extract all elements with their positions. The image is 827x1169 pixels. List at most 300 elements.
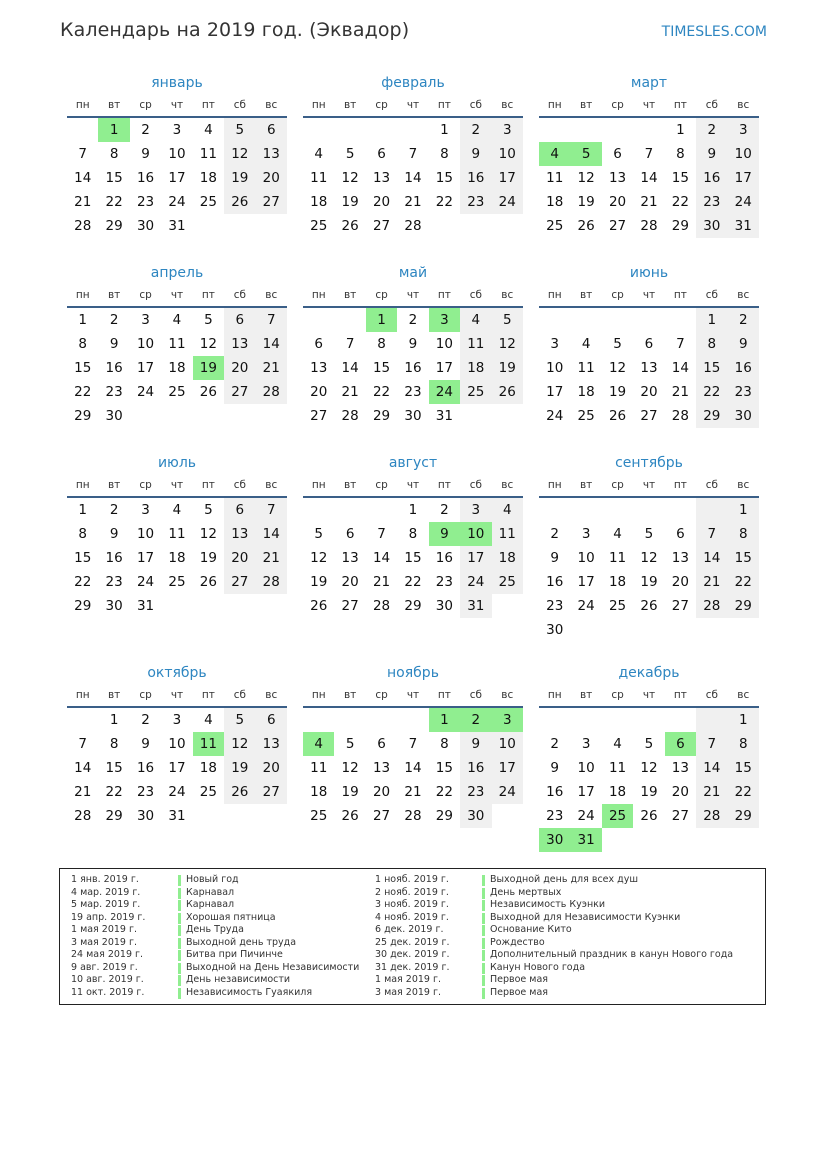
- day-cell: 2: [460, 708, 491, 732]
- weekday-label: чт: [170, 479, 184, 491]
- legend-date: 25 дек. 2019 г.: [375, 936, 450, 948]
- day-cell: 3: [172, 712, 182, 728]
- day-cell: 31: [728, 214, 759, 238]
- weekday-label: чт: [170, 289, 184, 301]
- day-cell: 15: [435, 760, 453, 776]
- day-cell: 12: [640, 760, 658, 776]
- day-cell: 26: [341, 218, 359, 234]
- day-cell: 21: [640, 194, 658, 210]
- legend-row: [71, 974, 359, 987]
- day-cell: 29: [105, 808, 123, 824]
- day-cell: 9: [550, 760, 559, 776]
- legend-date: 2 нояб. 2019 г.: [375, 886, 449, 898]
- day-cell: 20: [256, 166, 287, 190]
- day-cell: 14: [256, 522, 287, 546]
- month-12: [539, 662, 759, 852]
- day-cell: 7: [696, 732, 727, 756]
- legend-holiday-name: Независимость Куэнки: [490, 899, 606, 910]
- day-cell: 14: [74, 760, 92, 776]
- day-cell: 18: [310, 194, 328, 210]
- legend-color-marker: [178, 938, 181, 949]
- day-cell: 5: [613, 336, 622, 352]
- legend-row: [375, 924, 733, 937]
- empty-cell: [224, 804, 255, 828]
- day-cell: 2: [728, 308, 759, 332]
- day-cell: 31: [168, 808, 186, 824]
- day-cell: 2: [141, 712, 150, 728]
- day-cell: 19: [341, 784, 359, 800]
- legend-row: [375, 912, 733, 925]
- day-cell: 12: [224, 142, 255, 166]
- day-cell: 6: [377, 146, 386, 162]
- day-cell: 1: [696, 308, 727, 332]
- day-cell: 2: [696, 118, 727, 142]
- empty-cell: [130, 404, 161, 428]
- day-cell: 27: [224, 570, 255, 594]
- legend-row: [375, 987, 733, 1000]
- empty-cell: [256, 404, 287, 428]
- day-cell: 31: [136, 598, 155, 614]
- day-cell: 16: [136, 760, 155, 776]
- day-cell: 11: [310, 170, 328, 186]
- day-cell: 8: [78, 526, 87, 542]
- weekday-label: ср: [139, 289, 152, 301]
- empty-cell: [665, 308, 696, 332]
- legend-color-marker: [482, 925, 485, 936]
- day-cell: 11: [310, 760, 328, 776]
- empty-cell: [570, 308, 601, 332]
- weekday-label: вт: [107, 479, 121, 491]
- day-cell: 6: [256, 708, 287, 732]
- day-cell: 19: [224, 166, 255, 190]
- legend-date: 10 авг. 2019 г.: [71, 974, 144, 985]
- legend-holiday-name: Выходной на День Независимости: [186, 961, 360, 973]
- legend-holiday-name: Дополнительный праздник в канун Нового года: [490, 949, 734, 960]
- day-cell: 30: [136, 808, 155, 824]
- days-grid: [539, 308, 759, 428]
- day-cell: 16: [136, 170, 155, 186]
- day-cell: 15: [696, 356, 727, 380]
- weekday-label: пн: [547, 479, 562, 491]
- day-cell: 13: [372, 170, 391, 186]
- weekday-label: пт: [201, 479, 215, 491]
- day-cell: 3: [492, 708, 523, 732]
- weekday-label: вт: [107, 289, 121, 301]
- day-cell: 7: [256, 498, 287, 522]
- day-cell: 6: [345, 526, 355, 542]
- legend-date: 4 мар. 2019 г.: [71, 886, 141, 898]
- day-cell: 31: [435, 408, 453, 424]
- day-cell: 7: [644, 146, 654, 162]
- legend-holiday-name: День мертвых: [490, 886, 562, 898]
- day-cell: 28: [696, 594, 727, 618]
- day-cell: 15: [404, 550, 422, 566]
- legend-color-marker: [482, 975, 485, 986]
- legend-date: 6 дек. 2019 г.: [375, 924, 444, 935]
- weekday-label: сб: [705, 689, 718, 701]
- empty-cell: [303, 308, 334, 332]
- weekday-label: сб: [469, 479, 482, 491]
- day-cell: 18: [460, 356, 491, 380]
- weekday-label: пт: [673, 689, 687, 701]
- day-cell: 10: [728, 142, 759, 166]
- day-cell: 8: [696, 332, 727, 356]
- empty-cell: [193, 594, 224, 618]
- day-cell: 6: [224, 498, 255, 522]
- day-cell: 26: [224, 190, 255, 214]
- day-cell: 22: [105, 784, 123, 800]
- empty-cell: [224, 594, 255, 618]
- day-cell: 14: [74, 170, 92, 186]
- empty-cell: [366, 498, 397, 522]
- month-4: [67, 262, 287, 452]
- day-cell: 14: [404, 760, 422, 776]
- day-cell: 1: [78, 312, 87, 328]
- day-cell: 18: [546, 194, 564, 210]
- empty-cell: [665, 708, 696, 732]
- day-cell: 5: [224, 118, 255, 142]
- empty-cell: [429, 214, 460, 238]
- legend-row: [375, 974, 733, 987]
- legend-color-marker: [178, 988, 181, 999]
- day-cell: 20: [671, 784, 689, 800]
- day-cell: 1: [676, 122, 685, 138]
- legend-date: 3 мая 2019 г.: [71, 936, 137, 948]
- day-cell: 5: [314, 526, 323, 542]
- month-name: август: [388, 455, 438, 471]
- month-name: март: [630, 75, 668, 91]
- day-cell: 30: [105, 408, 123, 424]
- day-cell: 25: [310, 218, 328, 234]
- day-cell: 31: [570, 828, 601, 852]
- legend-color-marker: [482, 900, 485, 911]
- day-cell: 17: [546, 384, 564, 400]
- weekday-label: сб: [705, 479, 718, 491]
- day-cell: 15: [728, 756, 759, 780]
- day-cell: 30: [136, 218, 155, 234]
- day-cell: 9: [550, 550, 559, 566]
- day-cell: 28: [256, 380, 287, 404]
- day-cell: 25: [168, 574, 186, 590]
- day-cell: 25: [492, 570, 523, 594]
- day-cell: 28: [341, 408, 359, 424]
- day-cell: 3: [581, 736, 591, 752]
- empty-cell: [602, 828, 633, 852]
- legend-color-marker: [178, 963, 181, 974]
- month-11: [303, 662, 523, 852]
- weekday-label: сб: [233, 479, 246, 491]
- day-cell: 22: [74, 384, 92, 400]
- empty-cell: [539, 498, 570, 522]
- weekday-label: чт: [642, 479, 656, 491]
- day-cell: 23: [404, 384, 422, 400]
- day-cell: 29: [728, 804, 759, 828]
- weekday-label: ср: [139, 99, 152, 111]
- weekday-label: вс: [737, 479, 750, 491]
- weekday-label: сб: [469, 99, 482, 111]
- day-cell: 27: [256, 780, 287, 804]
- day-cell: 1: [78, 502, 87, 518]
- day-cell: 1: [366, 308, 397, 332]
- empty-cell: [67, 708, 98, 732]
- weekday-label: вс: [501, 99, 514, 111]
- empty-cell: [633, 618, 664, 642]
- day-cell: 3: [172, 122, 182, 138]
- day-cell: 29: [435, 808, 453, 824]
- day-cell: 10: [168, 146, 186, 162]
- weekday-label: пт: [437, 479, 451, 491]
- day-cell: 30: [435, 598, 453, 614]
- day-cell: 7: [676, 336, 685, 352]
- day-cell: 25: [608, 598, 627, 614]
- month-name: июнь: [629, 265, 669, 281]
- day-cell: 17: [492, 166, 523, 190]
- empty-cell: [256, 804, 287, 828]
- empty-cell: [602, 498, 633, 522]
- legend-column-right: [375, 874, 733, 999]
- weekday-label: сб: [233, 689, 246, 701]
- day-cell: 6: [224, 308, 255, 332]
- day-cell: 2: [550, 526, 559, 542]
- weekday-label: ср: [375, 289, 388, 301]
- day-cell: 19: [193, 356, 224, 380]
- day-cell: 13: [256, 142, 287, 166]
- days-grid: [303, 308, 523, 428]
- day-cell: 20: [640, 384, 658, 400]
- day-cell: 9: [429, 522, 460, 546]
- days-grid: [67, 308, 287, 428]
- weekday-label: ср: [611, 289, 624, 301]
- weekday-label: пн: [75, 479, 90, 491]
- empty-cell: [492, 804, 523, 828]
- day-cell: 26: [640, 808, 658, 824]
- day-cell: 21: [696, 570, 727, 594]
- day-cell: 21: [74, 194, 92, 210]
- day-cell: 17: [136, 360, 155, 376]
- weekday-label: вт: [579, 689, 593, 701]
- month-8: [303, 452, 523, 662]
- day-cell: 4: [492, 498, 523, 522]
- legend-holiday-name: Новый год: [186, 874, 239, 885]
- day-cell: 10: [546, 360, 564, 376]
- day-cell: 17: [492, 756, 523, 780]
- day-cell: 9: [408, 336, 418, 352]
- day-cell: 24: [492, 190, 523, 214]
- weekday-label: чт: [642, 689, 656, 701]
- legend-row: [71, 887, 359, 900]
- day-cell: 11: [199, 146, 217, 162]
- weekday-label: ср: [611, 479, 624, 491]
- day-cell: 22: [728, 570, 759, 594]
- day-cell: 3: [141, 312, 150, 328]
- weekday-label: ср: [611, 99, 624, 111]
- weekday-header: [303, 94, 523, 118]
- weekday-label: чт: [170, 689, 184, 701]
- day-cell: 5: [644, 526, 654, 542]
- day-cell: 26: [577, 218, 595, 234]
- day-cell: 16: [404, 360, 422, 376]
- day-cell: 27: [310, 408, 328, 424]
- day-cell: 30: [105, 598, 123, 614]
- legend-date: 31 дек. 2019 г.: [375, 961, 450, 973]
- day-cell: 16: [696, 166, 727, 190]
- weekday-header: [67, 94, 287, 118]
- day-cell: 21: [256, 546, 287, 570]
- day-cell: 12: [310, 550, 328, 566]
- weekday-label: пн: [547, 689, 562, 701]
- empty-cell: [539, 308, 570, 332]
- day-cell: 12: [608, 360, 627, 376]
- legend-row: [71, 949, 359, 962]
- site-link[interactable]: TIMESLES.COM: [661, 24, 767, 40]
- empty-cell: [67, 118, 98, 142]
- empty-cell: [633, 498, 664, 522]
- day-cell: 8: [408, 526, 418, 542]
- weekday-label: ср: [375, 99, 388, 111]
- day-cell: 25: [577, 408, 595, 424]
- weekday-label: пн: [547, 289, 562, 301]
- weekday-label: вс: [501, 479, 514, 491]
- day-cell: 26: [608, 408, 627, 424]
- weekday-label: сб: [469, 289, 482, 301]
- weekday-label: вс: [501, 289, 514, 301]
- day-cell: 23: [460, 780, 491, 804]
- day-cell: 22: [74, 574, 92, 590]
- legend-row: [71, 899, 359, 912]
- day-cell: 18: [168, 550, 186, 566]
- empty-cell: [696, 618, 727, 642]
- day-cell: 19: [224, 756, 255, 780]
- day-cell: 15: [728, 546, 759, 570]
- empty-cell: [397, 708, 428, 732]
- weekday-label: пн: [75, 289, 90, 301]
- day-cell: 23: [546, 598, 564, 614]
- day-cell: 16: [105, 550, 123, 566]
- weekday-header: [539, 474, 759, 498]
- empty-cell: [303, 118, 334, 142]
- day-cell: 2: [141, 122, 150, 138]
- day-cell: 3: [581, 526, 591, 542]
- day-cell: 16: [728, 356, 759, 380]
- day-cell: 26: [199, 574, 217, 590]
- empty-cell: [256, 594, 287, 618]
- day-cell: 6: [377, 736, 386, 752]
- empty-cell: [570, 618, 601, 642]
- day-cell: 9: [460, 142, 491, 166]
- day-cell: 8: [440, 736, 449, 752]
- legend-row: [71, 924, 359, 937]
- day-cell: 4: [204, 122, 213, 138]
- day-cell: 13: [224, 332, 255, 356]
- day-cell: 12: [341, 760, 359, 776]
- legend-holiday-name: Основание Кито: [490, 924, 572, 935]
- days-grid: [303, 498, 523, 618]
- day-cell: 14: [372, 550, 391, 566]
- empty-cell: [633, 308, 664, 332]
- day-cell: 28: [640, 218, 658, 234]
- day-cell: 5: [224, 708, 255, 732]
- weekday-label: вс: [737, 99, 750, 111]
- month-name: июль: [157, 455, 197, 471]
- legend-date: 19 апр. 2019 г.: [71, 911, 146, 923]
- day-cell: 24: [136, 574, 155, 590]
- empty-cell: [602, 118, 633, 142]
- day-cell: 17: [728, 166, 759, 190]
- legend-color-marker: [482, 963, 485, 974]
- day-cell: 26: [310, 598, 328, 614]
- day-cell: 2: [408, 312, 418, 328]
- month-name: февраль: [381, 75, 445, 91]
- day-cell: 30: [404, 408, 422, 424]
- day-cell: 4: [204, 712, 213, 728]
- day-cell: 21: [74, 784, 92, 800]
- day-cell: 25: [546, 218, 564, 234]
- weekday-header: [539, 684, 759, 708]
- day-cell: 11: [168, 526, 186, 542]
- holiday-legend: [59, 868, 766, 1005]
- weekday-label: пт: [673, 99, 687, 111]
- weekday-label: пт: [201, 99, 215, 111]
- days-grid: [67, 118, 287, 238]
- empty-cell: [193, 214, 224, 238]
- month-1: [67, 72, 287, 262]
- day-cell: 16: [105, 360, 123, 376]
- legend-color-marker: [482, 938, 485, 949]
- day-cell: 11: [608, 550, 627, 566]
- day-cell: 11: [168, 336, 186, 352]
- day-cell: 7: [377, 526, 386, 542]
- empty-cell: [460, 214, 491, 238]
- day-cell: 14: [341, 360, 359, 376]
- day-cell: 21: [404, 194, 422, 210]
- weekday-label: пн: [75, 99, 90, 111]
- day-cell: 3: [429, 308, 460, 332]
- legend-holiday-name: День независимости: [186, 974, 291, 985]
- day-cell: 18: [577, 384, 595, 400]
- weekday-label: чт: [406, 689, 420, 701]
- day-cell: 18: [608, 574, 627, 590]
- day-cell: 8: [109, 736, 119, 752]
- empty-cell: [256, 214, 287, 238]
- day-cell: 8: [78, 336, 87, 352]
- empty-cell: [633, 828, 664, 852]
- day-cell: 8: [109, 146, 119, 162]
- empty-cell: [665, 618, 696, 642]
- day-cell: 4: [539, 142, 570, 166]
- day-cell: 29: [671, 218, 689, 234]
- day-cell: 22: [435, 194, 453, 210]
- day-cell: 3: [141, 502, 150, 518]
- day-cell: 2: [440, 502, 449, 518]
- empty-cell: [492, 404, 523, 428]
- day-cell: 25: [199, 784, 217, 800]
- day-cell: 7: [345, 336, 355, 352]
- day-cell: 23: [136, 784, 155, 800]
- day-cell: 13: [640, 360, 658, 376]
- day-cell: 1: [109, 712, 119, 728]
- empty-cell: [224, 404, 255, 428]
- day-cell: 14: [256, 332, 287, 356]
- day-cell: 7: [408, 146, 418, 162]
- legend-holiday-name: Первое мая: [490, 974, 548, 985]
- weekday-label: пн: [75, 689, 90, 701]
- day-cell: 16: [435, 550, 453, 566]
- weekday-label: пн: [547, 99, 562, 111]
- day-cell: 17: [168, 760, 186, 776]
- weekday-label: вт: [343, 479, 357, 491]
- day-cell: 9: [109, 336, 119, 352]
- weekday-label: пт: [437, 99, 451, 111]
